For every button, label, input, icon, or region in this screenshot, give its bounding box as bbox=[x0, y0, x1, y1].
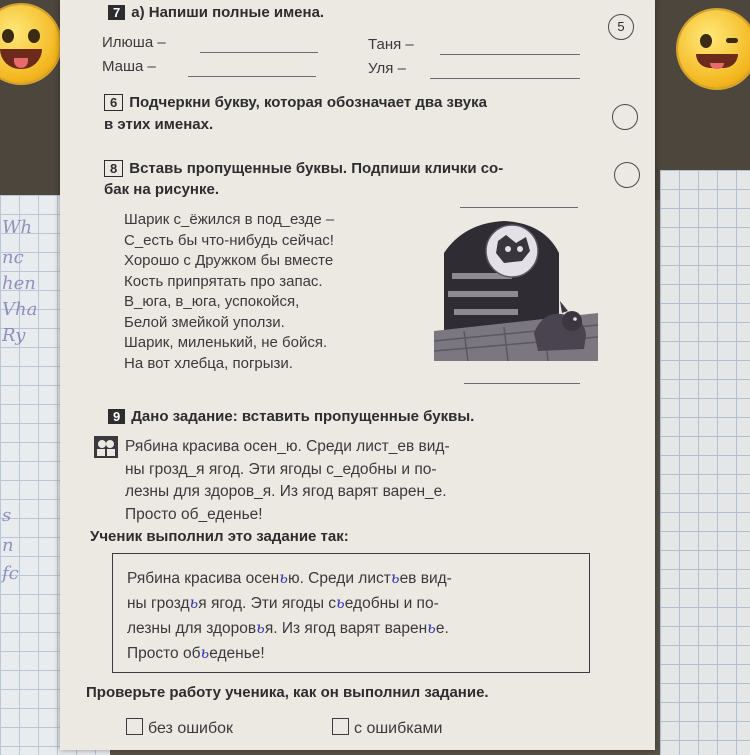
answer-line-4: Просто обьеденье! bbox=[127, 643, 265, 662]
background-notebook-left: Wh nc hen Vha Ry s n fc bbox=[0, 195, 110, 755]
answer-line[interactable] bbox=[188, 76, 316, 77]
dogs-illustration bbox=[434, 213, 598, 361]
handwritten-soft-sign: ь bbox=[200, 643, 210, 662]
emoji-sticker-right bbox=[678, 10, 750, 88]
task6-number: 6 bbox=[104, 94, 123, 111]
poem-line: Шарик, миленький, не бойся. bbox=[124, 334, 328, 351]
checkbox-no-errors[interactable] bbox=[126, 718, 143, 735]
task9-title: Дано задание: вставить пропущенные буквы. bbox=[131, 408, 475, 425]
exercise-line: ны грозд_я ягод. Эти ягоды с_едобны и по- bbox=[125, 460, 437, 478]
handwritten-soft-sign: ь bbox=[189, 593, 199, 612]
background-notebook-right bbox=[660, 170, 750, 755]
score-circle bbox=[612, 104, 638, 130]
handwritten-soft-sign: ь bbox=[390, 568, 400, 587]
score-circle: 5 bbox=[608, 14, 634, 40]
task9-number: 9 bbox=[108, 409, 125, 424]
option-with-errors[interactable]: с ошибками bbox=[332, 718, 442, 738]
answer-line-2: ны гроздья ягод. Эти ягоды сьедобны и по- bbox=[127, 593, 439, 612]
name-ulya: Уля – bbox=[368, 60, 406, 77]
student-label: Ученик выполнил это задание так: bbox=[90, 528, 349, 545]
name-tanya: Таня – bbox=[368, 36, 414, 53]
task7-title: а) Напиши полные имена. bbox=[131, 4, 325, 21]
workbook-page bbox=[60, 0, 655, 750]
answer-line[interactable] bbox=[200, 52, 318, 53]
dog-name-line-top[interactable] bbox=[460, 207, 578, 208]
handwritten-soft-sign: ь bbox=[336, 593, 345, 612]
exercise-line: Просто об_еденье! bbox=[125, 505, 263, 523]
task6-header bbox=[104, 94, 487, 112]
exercise-line: Рябина красива осен_ю. Среди лист_ев вид- bbox=[125, 438, 450, 455]
exercise-line: лезны для здоров_я. Из ягод варят варен_е. bbox=[125, 483, 447, 500]
name-ilyusha: Илюша – bbox=[102, 34, 166, 51]
poem-line: Белой змейкой уползи. bbox=[124, 313, 285, 331]
poem-line: Шарик с_ёжился в под_езде – bbox=[124, 211, 335, 228]
poem-line: С_есть бы что-нибудь сейчас! bbox=[124, 231, 334, 249]
task6-line1: Подчеркни букву, которая обозначает два звука bbox=[129, 94, 487, 111]
answer-line[interactable] bbox=[440, 54, 580, 55]
checkbox-with-errors[interactable] bbox=[332, 718, 349, 735]
task6-line2: в этих именах. bbox=[104, 116, 214, 133]
task8-header bbox=[104, 160, 503, 178]
task8-line1: Вставь пропущенные буквы. Подпиши клички со- bbox=[129, 160, 504, 177]
score-circle bbox=[614, 162, 640, 188]
exercise-text bbox=[125, 436, 450, 526]
task7-header bbox=[108, 4, 324, 22]
poem-line: Хорошо с Дружком бы вместе bbox=[124, 252, 334, 269]
task9-header bbox=[108, 408, 474, 426]
poem bbox=[124, 210, 334, 374]
student-answer-box bbox=[112, 553, 590, 673]
pair-work-icon bbox=[94, 436, 118, 458]
task8-number: 8 bbox=[104, 160, 123, 177]
task7-number: 7 bbox=[108, 5, 125, 20]
poem-line: В_юга, в_юга, успокойся, bbox=[124, 293, 300, 310]
handwritten-soft-sign: ь bbox=[427, 618, 436, 637]
answer-line[interactable] bbox=[430, 78, 580, 79]
name-masha: Маша – bbox=[102, 58, 156, 75]
answer-line-1: Рябина красива осенью. Среди листьев вид- bbox=[127, 568, 452, 587]
handwritten-soft-sign: ь bbox=[279, 568, 288, 587]
option-no-errors[interactable]: без ошибок bbox=[126, 718, 233, 738]
task8-line2: бак на рисунке. bbox=[104, 181, 219, 198]
handwritten-soft-sign: ь bbox=[256, 618, 265, 637]
poem-line: Кость припрятать про запас. bbox=[124, 272, 323, 290]
check-title: Проверьте работу ученика, как он выполнил задание. bbox=[86, 684, 489, 701]
answer-line-3: лезны для здоровья. Из ягод варят варенье. bbox=[127, 618, 449, 637]
poem-line: На вот хлебца, погрызи. bbox=[124, 354, 293, 372]
dog-name-line-bottom[interactable] bbox=[464, 383, 580, 384]
